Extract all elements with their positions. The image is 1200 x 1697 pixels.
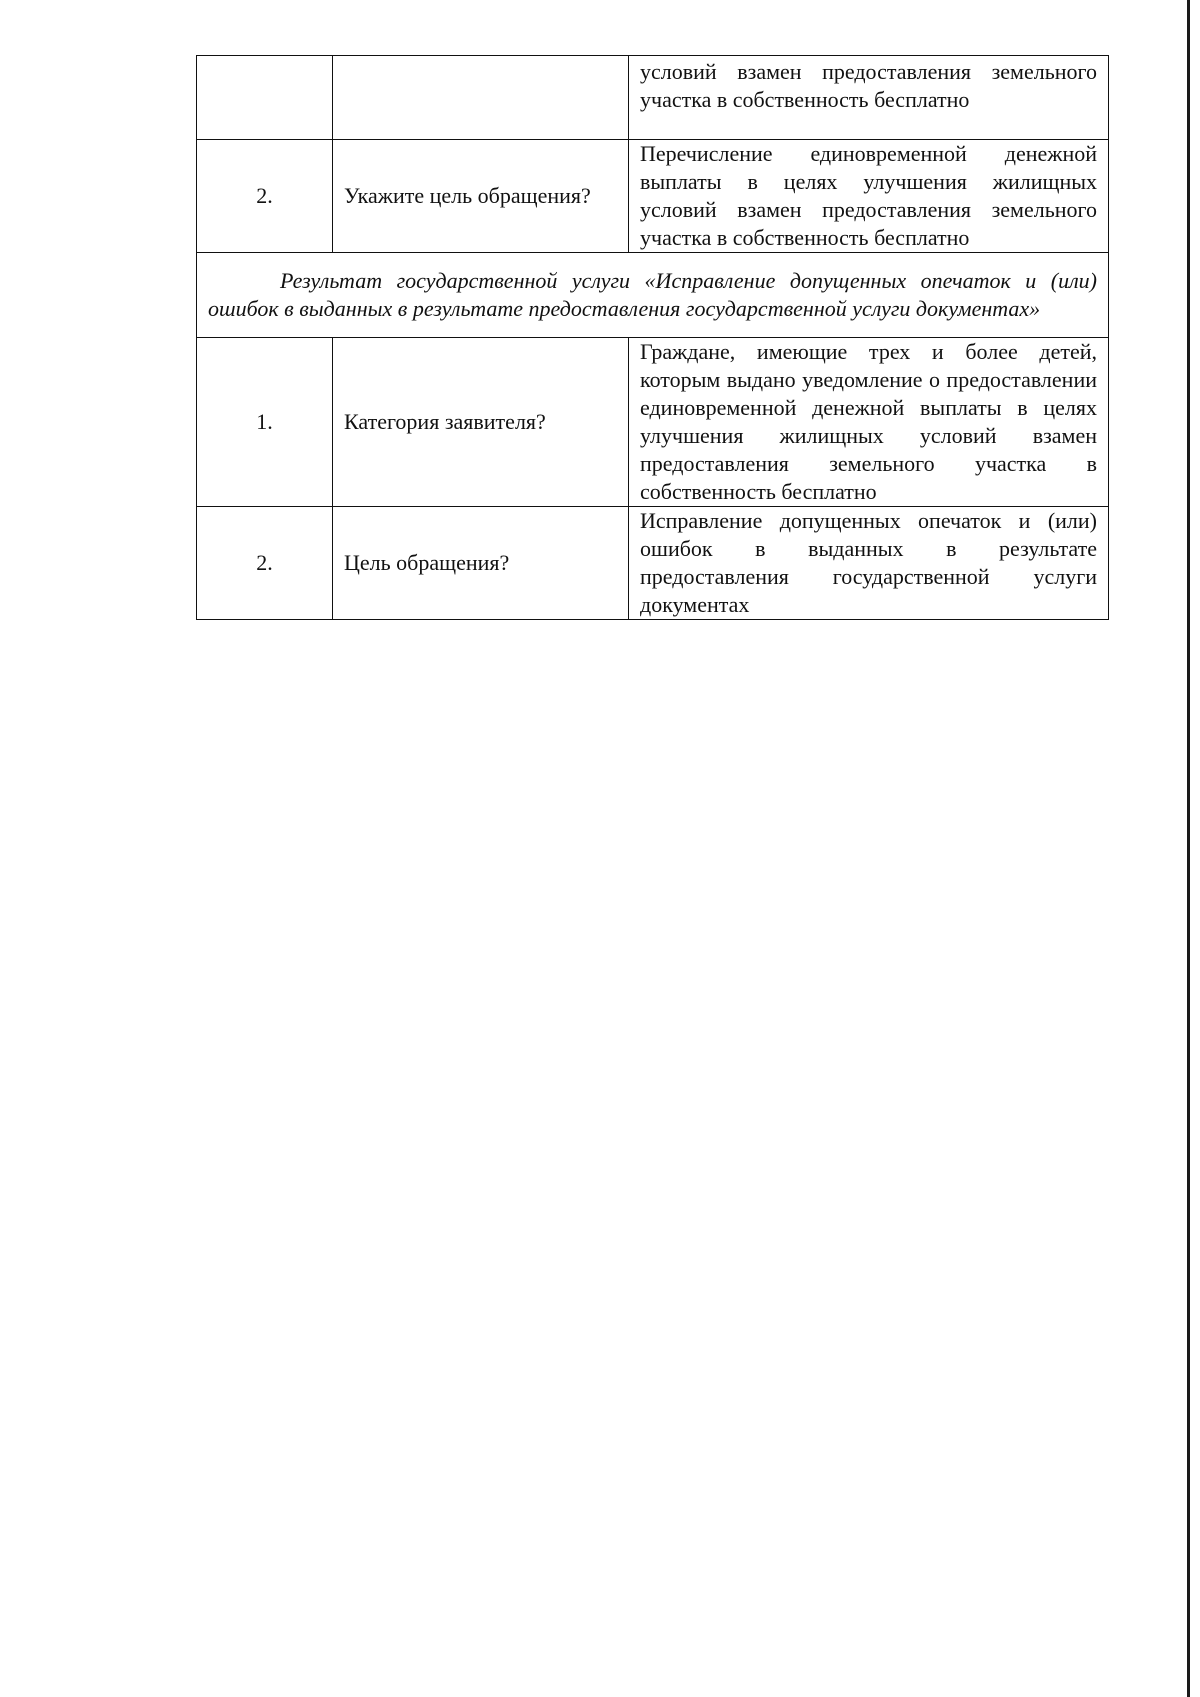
row-answer: условий взамен предоставления земельного участка в собственность бесплатно [629, 56, 1109, 140]
row-number: 2. [197, 140, 333, 253]
table-row [197, 338, 1109, 507]
row-question: Цель обращения? [333, 507, 629, 620]
row-answer: Перечисление единовременной денежной выплаты в целях улучшения жилищных условий взамен предоставления земельного участка в собственность бесплатно [629, 140, 1109, 253]
table-row [197, 140, 1109, 253]
table-row [197, 507, 1109, 620]
row-number: 2. [197, 507, 333, 620]
row-answer: Исправление допущенных опечаток и (или) ошибок в выданных в результате предоставления государственной услуги документах [629, 507, 1109, 620]
table-row [197, 56, 1109, 140]
section-header-row [197, 253, 1109, 338]
row-question: Категория заявителя? [333, 338, 629, 507]
row-answer: Граждане, имеющие трех и более детей, которым выдано уведомление о предоставлении единовременной денежной выплаты в целях улучшения жилищных условий взамен предоставления земельного участка в собственность бесплатно [629, 338, 1109, 507]
section-header-cell [197, 253, 1109, 338]
scan-edge-line [1187, 0, 1190, 1697]
section-header-text: Результат государственной услуги «Исправление допущенных опечаток и (или) ошибок в выданных в результате предоставления государственной услуги документах» [208, 268, 1097, 321]
row-number: 1. [197, 338, 333, 507]
row-number [197, 56, 333, 140]
row-question: Укажите цель обращения? [333, 140, 629, 253]
services-table [196, 55, 1109, 620]
row-question [333, 56, 629, 140]
